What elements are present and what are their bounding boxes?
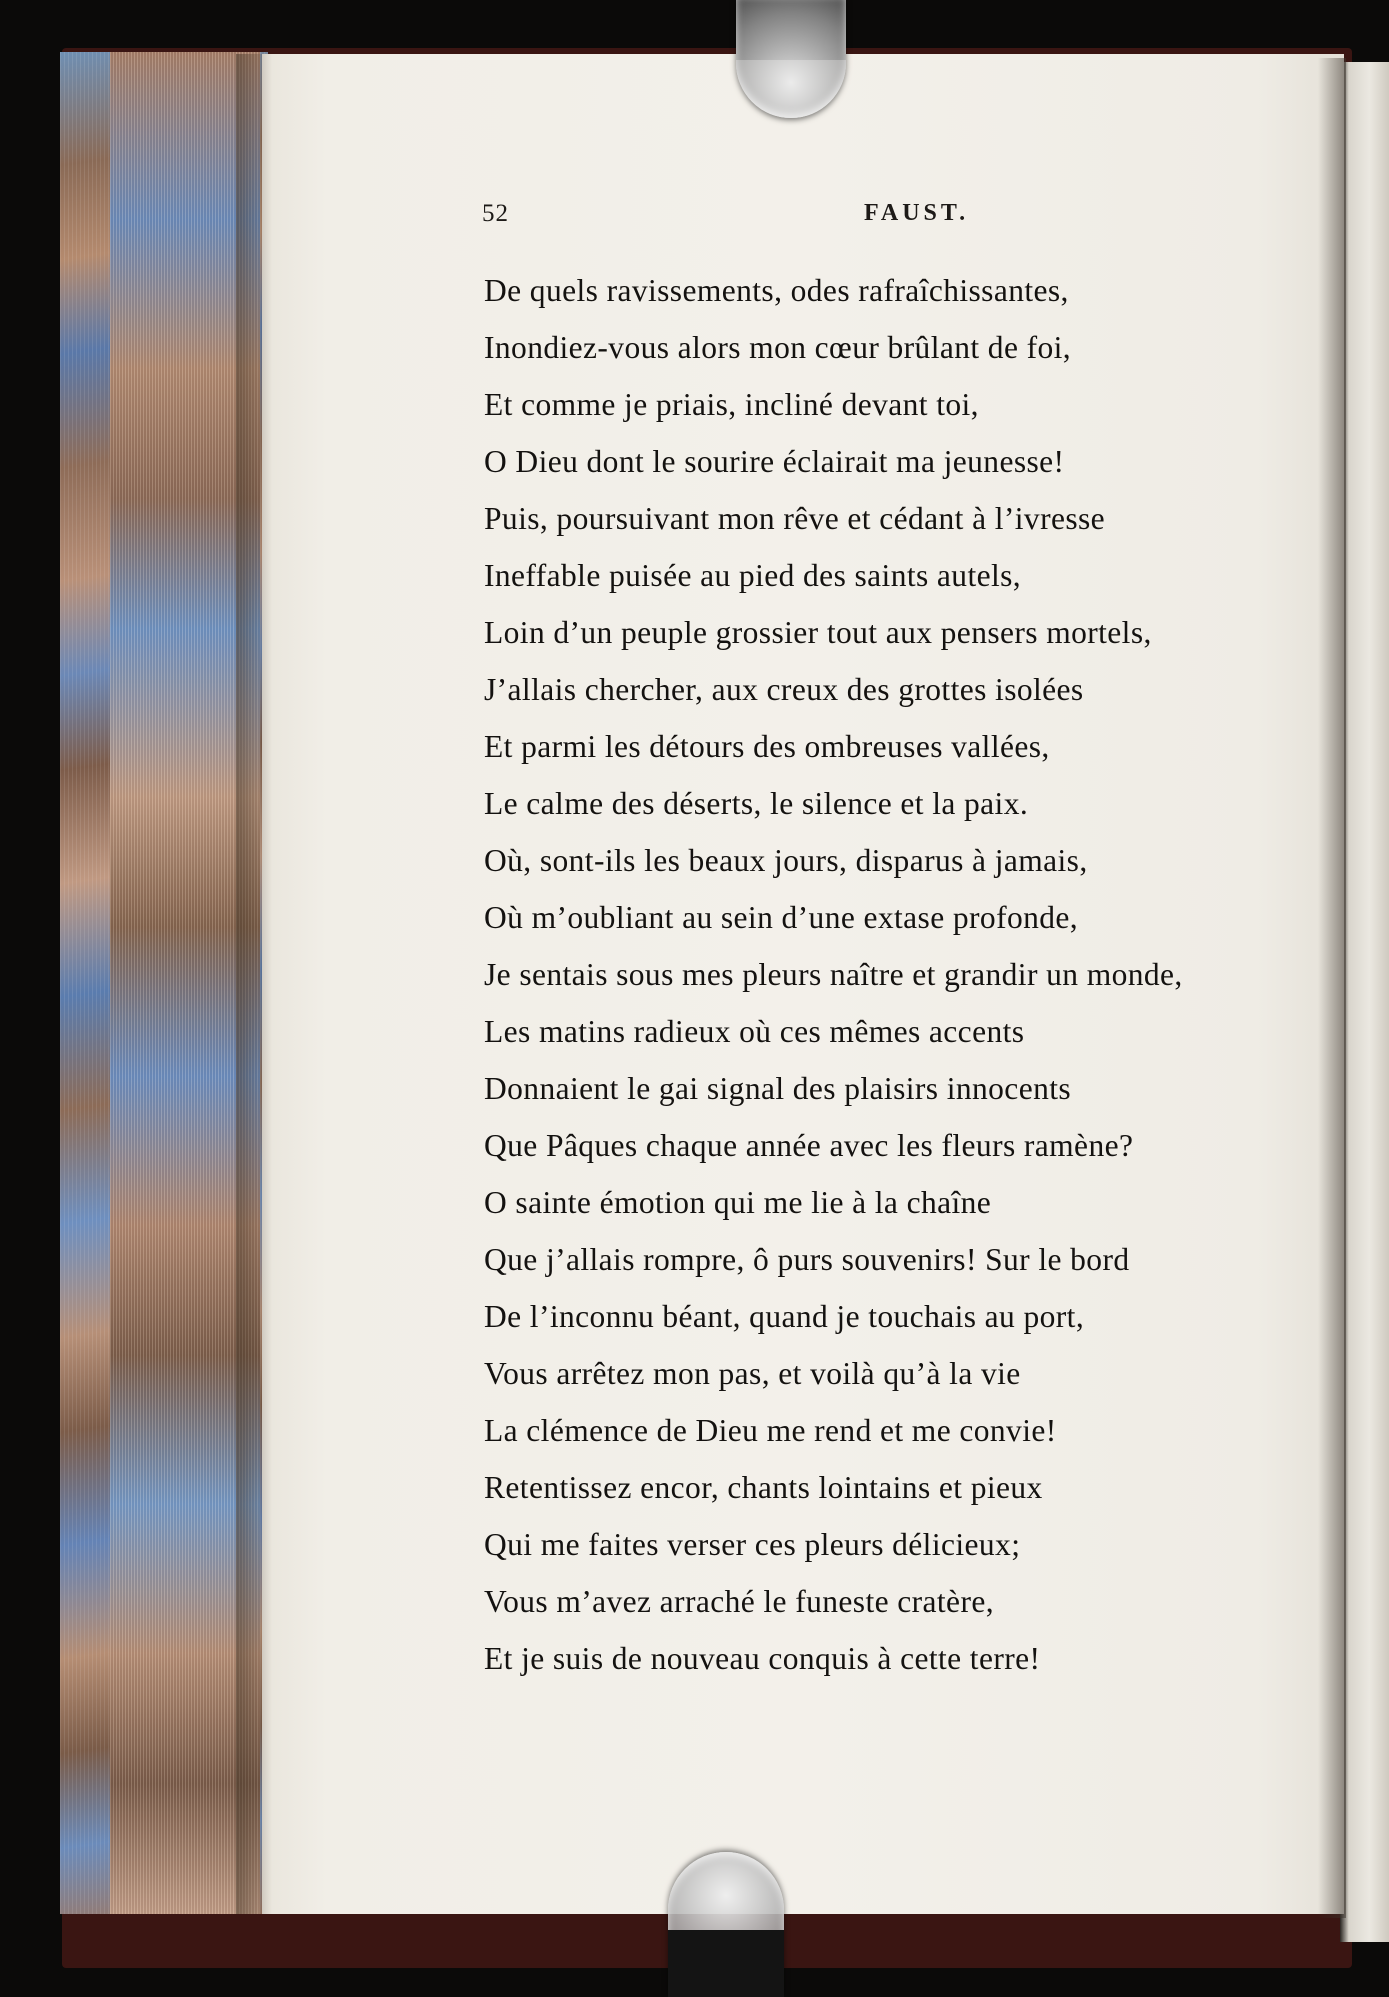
poem-line: Les matins radieux où ces mêmes accents <box>484 1014 1025 1049</box>
poem-line: Vous arrêtez mon pas, et voilà qu’à la vie <box>484 1356 1021 1391</box>
poem-line: Ineffable puisée au pied des saints autels, <box>484 558 1022 593</box>
poem-line: Et parmi les détours des ombreuses vallées, <box>484 729 1050 764</box>
bottom-clip-strap <box>668 1930 784 1997</box>
poem-line: Qui me faites verser ces pleurs délicieux; <box>484 1527 1021 1562</box>
poem-line: Et je suis de nouveau conquis à cette terre! <box>484 1641 1041 1676</box>
poem-line: La clémence de Dieu me rend et me convie! <box>484 1413 1057 1448</box>
poem-line: J’allais chercher, aux creux des grottes isolées <box>484 672 1084 707</box>
poem-line: Et comme je priais, incliné devant toi, <box>484 387 979 422</box>
poem-line: Le calme des déserts, le silence et la paix. <box>484 786 1029 821</box>
poem-line: Retentissez encor, chants lointains et pieux <box>484 1470 1043 1505</box>
poem-line: Vous m’avez arraché le funeste cratère, <box>484 1584 994 1619</box>
poem-line: O Dieu dont le sourire éclairait ma jeunesse! <box>484 444 1065 479</box>
poem-line: Où m’oubliant au sein d’une extase profonde, <box>484 900 1079 935</box>
left-gutter-shadow <box>236 54 272 1914</box>
poem-line: Où, sont-ils les beaux jours, disparus à jamais, <box>484 843 1088 878</box>
poem-line: Que j’allais rompre, ô purs souvenirs! Sur le bord <box>484 1242 1130 1277</box>
top-page-clip <box>736 0 846 118</box>
poem-line: Je sentais sous mes pleurs naître et grandir un monde, <box>484 957 1183 992</box>
poem-text <box>484 262 1334 1687</box>
poem-line: O sainte émotion qui me lie à la chaîne <box>484 1185 992 1220</box>
poem-line: Donnaient le gai signal des plaisirs innocents <box>484 1071 1072 1106</box>
poem-line: De quels ravissements, odes rafraîchissantes, <box>484 273 1069 308</box>
running-head <box>482 200 1002 240</box>
poem-line: Que Pâques chaque année avec les fleurs ramène? <box>484 1128 1134 1163</box>
page-number: 52 <box>482 200 509 227</box>
poem-line: De l’inconnu béant, quand je touchais au port, <box>484 1299 1085 1334</box>
poem-line: Puis, poursuivant mon rêve et cédant à l’ivresse <box>484 501 1106 536</box>
facing-page-edge <box>1340 62 1389 1942</box>
poem-line: Inondiez-vous alors mon cœur brûlant de foi, <box>484 330 1072 365</box>
running-title: FAUST. <box>864 200 970 226</box>
poem-line: Loin d’un peuple grossier tout aux pensers mortels, <box>484 615 1152 650</box>
